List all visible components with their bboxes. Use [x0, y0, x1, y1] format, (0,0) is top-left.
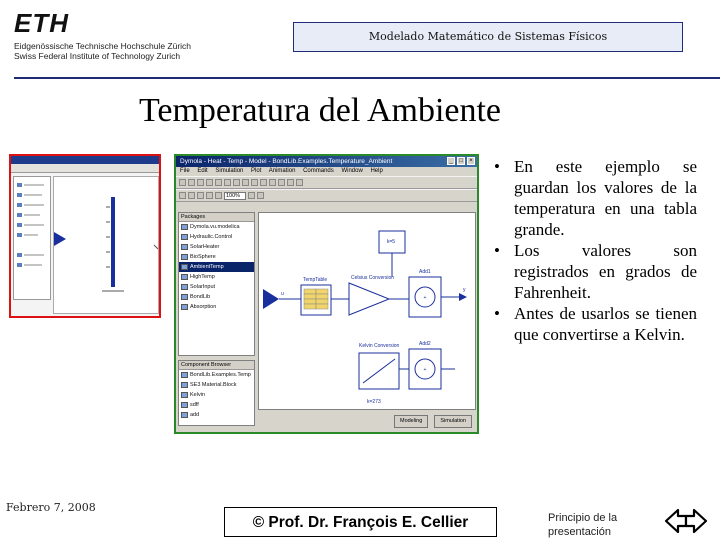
menu-file[interactable]: File	[180, 168, 190, 174]
thumbnail-title-bar	[11, 156, 159, 164]
package-icon	[181, 234, 188, 240]
redo-icon[interactable]	[251, 179, 258, 186]
open-folder-icon[interactable]	[188, 179, 195, 186]
component-browser	[178, 360, 255, 426]
thumbnail-canvas	[53, 176, 159, 314]
animate-icon[interactable]	[287, 179, 294, 186]
paste-icon[interactable]	[233, 179, 240, 186]
menu-bar	[176, 167, 477, 176]
tree-item[interactable]	[179, 242, 254, 252]
tree-item-selected[interactable]	[179, 262, 254, 272]
minimize-icon[interactable]: _	[447, 157, 455, 165]
add2-label: Add2	[419, 341, 431, 347]
bullet-text: Antes de usarlos se tienen que convertirse a Kelvin.	[514, 304, 697, 344]
start-of-presentation-link[interactable]: Principio de la presentación	[548, 512, 618, 538]
component-icon	[181, 402, 188, 408]
tree-item[interactable]	[179, 232, 254, 242]
thumbnail-tree-icons	[14, 177, 50, 299]
input-label: u	[281, 291, 284, 297]
tree-item[interactable]	[179, 390, 254, 400]
simulation-mode-button[interactable]: Simulation	[434, 415, 472, 428]
bullet-item	[492, 240, 697, 303]
menu-commands[interactable]: Commands	[303, 168, 334, 174]
tree-item-label: sdff	[190, 402, 199, 408]
tree-item-label: BondLib.Examples.Temp	[190, 372, 251, 378]
simulate-icon[interactable]	[269, 179, 276, 186]
tree-item[interactable]	[179, 380, 254, 390]
course-title: Modelado Matemático de Sistemas Físicos	[368, 30, 608, 43]
package-icon	[181, 244, 188, 250]
footer-date: Febrero 7, 2008	[6, 501, 96, 514]
model-icon	[181, 304, 188, 310]
bullet-icon: •	[494, 241, 500, 260]
menu-edit[interactable]: Edit	[197, 168, 208, 174]
component-icon	[181, 392, 188, 398]
close-icon[interactable]: ×	[467, 157, 475, 165]
thumbnail-thermometer-diagram	[54, 177, 158, 313]
bullet-icon: •	[494, 304, 500, 323]
course-title-box	[293, 22, 683, 52]
k2-label: k=273	[367, 399, 381, 405]
bullet-list	[492, 156, 697, 345]
tree-item[interactable]	[179, 410, 254, 420]
tree-item-label: Dymola.vu.modelica	[190, 224, 240, 230]
modeling-mode-button[interactable]: Modeling	[394, 415, 428, 428]
tree-item[interactable]	[179, 292, 254, 302]
tree-item[interactable]	[179, 252, 254, 262]
check-icon[interactable]	[260, 179, 267, 186]
component-icon	[181, 412, 188, 418]
package-icon	[181, 254, 188, 260]
package-icon	[181, 224, 188, 230]
toolbar-main	[176, 176, 477, 189]
rectangle-tool-icon[interactable]	[197, 192, 204, 199]
model-icon	[181, 294, 188, 300]
bullet-text: En este ejemplo se guardan los valores de la temperatura en una tabla grande.	[514, 157, 697, 239]
svg-text:+: +	[423, 367, 427, 373]
tree-item-label: Absorption	[190, 304, 217, 310]
menu-plot[interactable]: Plot	[251, 168, 262, 174]
mode-switcher	[258, 412, 476, 430]
plot-icon[interactable]	[278, 179, 285, 186]
tree-item-label: AmbientTemp	[190, 264, 224, 270]
kelvin-label: Kelvin Conversion	[359, 343, 400, 349]
toolbar-drawing	[176, 189, 477, 202]
navigation-arrows	[664, 507, 708, 535]
bullet-icon: •	[494, 157, 500, 176]
eth-logo-line1: Eidgenössische Technische Hochschule Zürich	[14, 41, 192, 51]
tree-item[interactable]	[179, 400, 254, 410]
tree-item-label: Kelvin	[190, 392, 205, 398]
slide-title: Temperatura del Ambiente	[138, 92, 502, 129]
ellipse-tool-icon[interactable]	[206, 192, 213, 199]
celsius-conversion-block[interactable]	[349, 283, 389, 315]
window-title: Dymola - Heat - Temp - Model - BondLib.Examples.Temperature_Ambient	[180, 158, 393, 165]
thumbnail-toolbar	[11, 164, 159, 173]
tree-item-label: HighTemp	[190, 274, 215, 280]
tree-item-label: BondLib	[190, 294, 211, 300]
tree-item-label: add	[190, 412, 200, 418]
tree-item[interactable]	[179, 282, 254, 292]
bullet-item	[492, 156, 697, 240]
component-icon	[181, 372, 188, 378]
next-arrow-icon[interactable]	[686, 510, 706, 532]
tree-item-label: Hydraulic.Control	[190, 234, 233, 240]
tree-item-label: SolarHeater	[190, 244, 220, 250]
eth-logo-word: ETH	[14, 8, 69, 38]
new-file-icon[interactable]	[179, 179, 186, 186]
window-title-bar	[176, 156, 477, 167]
line-tool-icon[interactable]	[188, 192, 195, 199]
tree-item[interactable]	[179, 302, 254, 312]
tree-item[interactable]	[179, 272, 254, 282]
zoom-out-icon[interactable]	[257, 192, 264, 199]
model-icon	[181, 274, 188, 280]
header-divider	[14, 77, 720, 79]
add1-label: Add1	[419, 269, 431, 275]
zoom-in-icon[interactable]	[248, 192, 255, 199]
previous-arrow-icon[interactable]	[666, 510, 686, 532]
slide-title-row	[0, 92, 720, 130]
model-icon	[181, 284, 188, 290]
maximize-icon[interactable]: □	[457, 157, 465, 165]
menu-simulation[interactable]: Simulation	[215, 168, 244, 174]
zoom-select[interactable]: 100%	[224, 192, 246, 200]
tree-item-label: SolarInput	[190, 284, 216, 290]
input-port-icon[interactable]	[263, 289, 279, 309]
save-icon[interactable]	[197, 179, 204, 186]
eth-logo	[14, 10, 214, 62]
menu-window[interactable]: Window	[341, 168, 363, 174]
menu-animation[interactable]: Animation	[268, 168, 296, 174]
package-browser-title: Packages	[179, 213, 254, 222]
block-diagram	[259, 213, 475, 409]
thumbnail-screenshot	[9, 154, 161, 318]
component-icon	[181, 382, 188, 388]
bullet-text: Los valores son registrados en grados de Fahrenheit.	[514, 241, 697, 302]
tree-item-label: BioSphere	[190, 254, 216, 260]
copy-icon[interactable]	[224, 179, 231, 186]
output-port-icon[interactable]	[459, 293, 467, 301]
menu-help[interactable]: Help	[370, 168, 383, 174]
settings-icon[interactable]	[296, 179, 303, 186]
text-tool-icon[interactable]	[215, 192, 222, 199]
model-icon	[181, 264, 188, 270]
output-label: y	[463, 287, 466, 293]
package-browser	[178, 212, 255, 356]
k1-label: k=5	[386, 239, 396, 245]
component-browser-title: Component Browser	[179, 361, 254, 370]
svg-text:+: +	[423, 295, 427, 301]
print-icon[interactable]	[206, 179, 213, 186]
footer-credit: © Prof. Dr. François E. Cellier	[224, 507, 497, 537]
thumbnail-tree-panel	[13, 176, 51, 300]
celsius-label: Celsius Conversion	[351, 275, 395, 281]
pointer-icon[interactable]	[179, 192, 186, 199]
eth-logo-line2: Swiss Federal Institute of Technology Zurich	[14, 51, 181, 61]
undo-icon[interactable]	[242, 179, 249, 186]
tree-item[interactable]	[179, 370, 254, 380]
tree-item[interactable]	[179, 222, 254, 232]
cut-icon[interactable]	[215, 179, 222, 186]
bullet-item	[492, 303, 697, 345]
dymola-window	[174, 154, 479, 434]
table-label: TempTable	[303, 277, 328, 283]
diagram-canvas[interactable]	[258, 212, 476, 410]
tree-item-label: SE3 Material.Block	[190, 382, 237, 388]
